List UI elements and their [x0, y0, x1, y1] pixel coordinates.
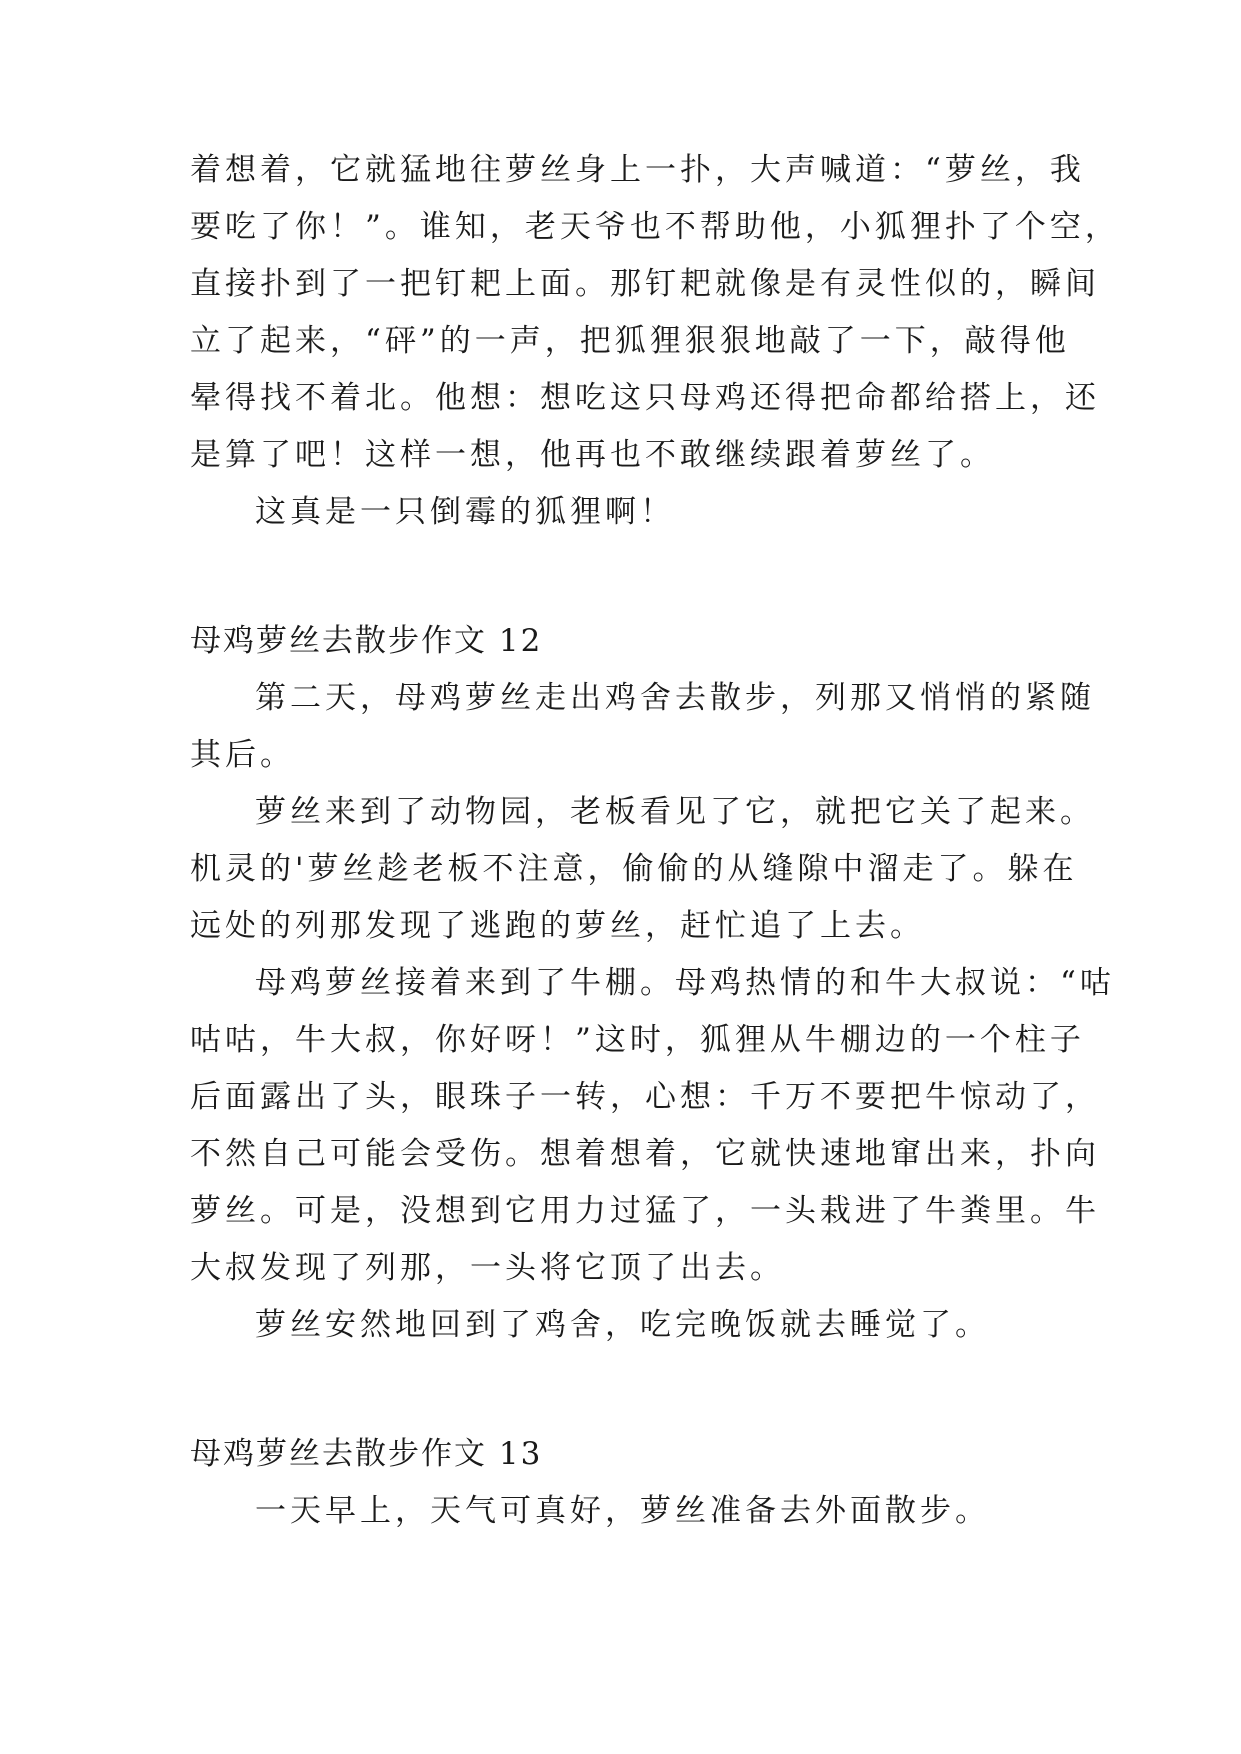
- paragraph-line: 咕咕，牛大叔，你好呀！”这时，狐狸从牛棚边的一个柱子: [190, 1022, 1085, 1058]
- paragraph-line: 是算了吧！这样一想，他再也不敢继续跟着萝丝了。: [190, 437, 995, 473]
- paragraph-line: 一天早上，天气可真好，萝丝准备去外面散步。: [255, 1493, 990, 1529]
- section-title: 母鸡萝丝去散步作文 13: [190, 1436, 543, 1472]
- paragraph-line: 要吃了你！”。谁知，老天爷也不帮助他，小狐狸扑了个空，: [190, 209, 1120, 245]
- paragraph-line: 立了起来，“砰”的一声，把狐狸狠狠地敲了一下，敲得他: [190, 323, 1070, 359]
- paragraph-line: 萝丝安然地回到了鸡舍，吃完晚饭就去睡觉了。: [255, 1307, 990, 1343]
- paragraph-line: 机灵的'萝丝趁老板不注意，偷偷的从缝隙中溜走了。躲在: [190, 851, 1078, 887]
- section-title: 母鸡萝丝去散步作文 12: [190, 623, 543, 659]
- paragraph-line: 大叔发现了列那，一头将它顶了出去。: [190, 1250, 785, 1286]
- paragraph-line: 第二天，母鸡萝丝走出鸡舍去散步，列那又悄悄的紧随: [255, 680, 1095, 716]
- paragraph-line: 不然自己可能会受伤。想着想着，它就快速地窜出来，扑向: [190, 1136, 1100, 1172]
- paragraph-line: 着想着，它就猛地往萝丝身上一扑，大声喊道：“萝丝，我: [190, 152, 1085, 188]
- paragraph-line: 后面露出了头，眼珠子一转，心想：千万不要把牛惊动了，: [190, 1079, 1100, 1115]
- paragraph-line: 萝丝。可是，没想到它用力过猛了，一头栽进了牛粪里。牛: [190, 1193, 1100, 1229]
- paragraph-line: 晕得找不着北。他想：想吃这只母鸡还得把命都给搭上，还: [190, 380, 1100, 416]
- paragraph-line: 其后。: [190, 737, 295, 773]
- paragraph-line: 远处的列那发现了逃跑的萝丝，赶忙追了上去。: [190, 908, 925, 944]
- paragraph-line: 这真是一只倒霉的狐狸啊！: [255, 494, 675, 530]
- paragraph-line: 直接扑到了一把钉耙上面。那钉耙就像是有灵性似的，瞬间: [190, 266, 1100, 302]
- paragraph-line: 萝丝来到了动物园，老板看见了它，就把它关了起来。: [255, 794, 1095, 830]
- paragraph-line: 母鸡萝丝接着来到了牛棚。母鸡热情的和牛大叔说：“咕: [255, 965, 1115, 1001]
